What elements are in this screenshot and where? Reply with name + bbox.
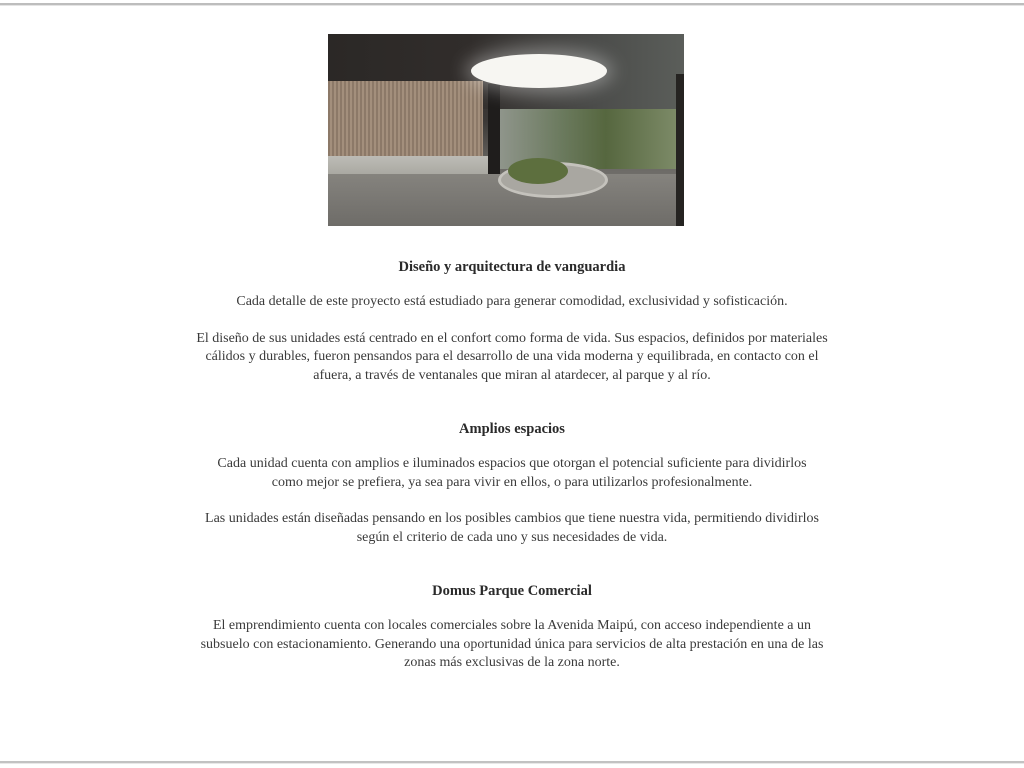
hero-skylight <box>471 54 607 88</box>
hero-column <box>488 84 500 179</box>
section-title: Amplios espacios <box>459 421 565 437</box>
hero-image <box>328 34 684 226</box>
section-design <box>160 256 864 385</box>
bottom-divider <box>0 761 1024 764</box>
section-title: Domus Parque Comercial <box>432 583 592 599</box>
section-paragraph: El diseño de sus unidades está centrado en el confort como forma de vida. Sus espacios, definidos por materiales cálidos y durables, fueron pensandos para el desarrollo de una vida moderna y equilibrada, en contacto con el afuera, a través de ventanales que miran al atardecer, al parque y al río. <box>196 330 828 383</box>
section-paragraph: Cada unidad cuenta con amplios e iluminados espacios que otorgan el potencial suficiente para dividirlos como mejor se prefiera, ya sea para vivir en ellos, o para utilizarlos profesionalmente. <box>217 456 807 490</box>
section-paragraph: Cada detalle de este proyecto está estudiado para generar comodidad, exclusividad y sofisticación. <box>236 294 788 309</box>
top-divider <box>0 3 1024 6</box>
section-title: Diseño y arquitectura de vanguardia <box>398 259 626 275</box>
hero-planter-plants <box>508 158 568 184</box>
section-paragraph: El emprendimiento cuenta con locales comerciales sobre la Avenida Maipú, con acceso independiente a un subsuelo con estacionamiento. Generando una oportunidad única para servicios de alta prestación en una de las zonas más exclusivas de la zona norte. <box>200 618 824 670</box>
hero-right-wall <box>676 74 684 226</box>
section-paragraph: Las unidades están diseñadas pensando en los posibles cambios que tiene nuestra vida, permitiendo dividirlos según el criterio de cada uno y sus necesidades de vida. <box>205 511 819 545</box>
section-spaces <box>160 418 864 547</box>
content-body <box>160 256 864 673</box>
hero-wood-slats <box>328 81 483 156</box>
section-commercial <box>160 580 864 673</box>
